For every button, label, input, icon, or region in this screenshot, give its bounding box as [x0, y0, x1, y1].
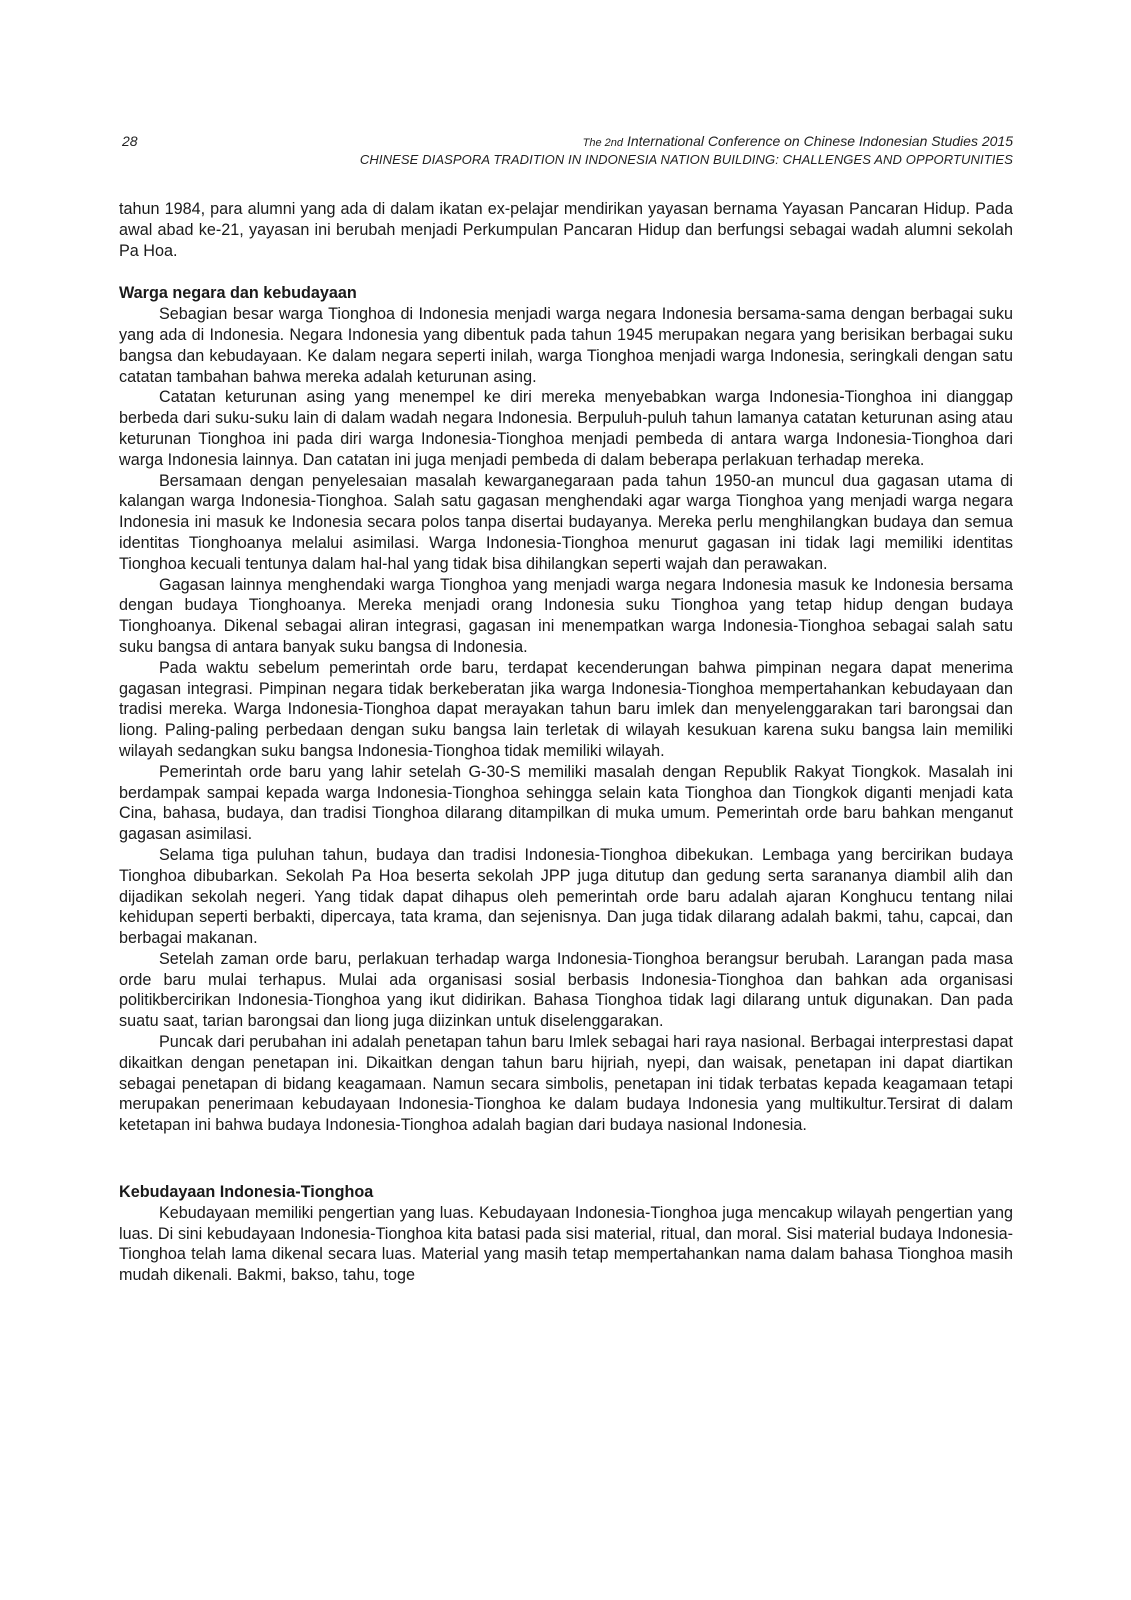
paragraph: Pada waktu sebelum pemerintah orde baru, terdapat kecenderungan bahwa pimpinan negara dapat menerima gagasan integrasi. Pimpinan negara tidak berkeberatan jika warga Indonesia-Tionghoa mempertahankan kebudayaan dan tradisi mereka. Warga Indonesia-Tionghoa dapat merayakan tahun baru imlek dan menyelenggarakan tari barongsai dan liong. Paling-paling perbedaan dengan suku bangsa lain terletak di wilayah kesukuan karena suku bangsa lain memiliki wilayah sedangkan suku bangsa Indonesia-Tionghoa tidak memiliki wilayah. — [119, 658, 1013, 760]
paragraph: Bersamaan dengan penyelesaian masalah kewarganegaraan pada tahun 1950-an muncul dua gagasan utama di kalangan warga Indonesia-Tionghoa. Salah satu gagasan menghendaki agar warga Tionghoa yang menjadi warga negara Indonesia ini masuk ke Indonesia secara polos tanpa disertai budayanya. Mereka perlu menghilangkan budaya dan semua identitas Tionghoanya melalui asimilasi. Warga Indonesia-Tionghoa menurut gagasan ini tidak lagi memiliki identitas Tionghoa kecuali tentunya dalam hal-hal yang tidak bisa dihilangkan seperti wajah dan perawakan. — [119, 471, 1013, 573]
conference-name: International Conference on Chinese Indonesian Studies 2015 — [626, 133, 1013, 149]
running-header — [119, 133, 1013, 173]
paragraph: Catatan keturunan asing yang menempel ke diri mereka menyebabkan warga Indonesia-Tionghoa ini dianggap berbeda dari suku-suku lain di dalam wadah negara Indonesia. Berpuluh-puluh tahun lamanya catatan keturunan asing atau keturunan Tionghoa ini pada diri warga Indonesia-Tionghoa menjadi pembeda di antara warga Indonesia-Tionghoa dari warga Indonesia lainnya. Dan catatan ini juga menjadi pembeda di dalam beberapa perlakuan terhadap mereka. — [119, 388, 1013, 469]
paragraph: Pemerintah orde baru yang lahir setelah G-30-S memiliki masalah dengan Republik Rakyat Tiongkok. Masalah ini berdampak sampai kepada warga Indonesia-Tionghoa sehingga selain kata Tionghoa dan Tiongkok diganti menjadi kata Cina, bahasa, budaya, dan tradisi Tionghoa dilarang ditampilkan di muka umum. Pemerintah orde baru bahkan menganut gagasan asimilasi. — [119, 762, 1013, 844]
section-heading-kebudayaan: Kebudayaan Indonesia-Tionghoa — [119, 1183, 374, 1202]
body-text — [119, 199, 1013, 1286]
conference-edition: The 2nd — [582, 137, 624, 149]
paragraph: Sebagian besar warga Tionghoa di Indonesia menjadi warga negara Indonesia bersama-sama dengan berbagai suku yang ada di Indonesia. Negara Indonesia yang dibentuk pada tahun 1945 merupakan negara yang berisikan berbagai suku bangsa dan kebudayaan. Ke dalam negara seperti inilah, warga Tionghoa menjadi warga Indonesia, seringkali dengan satu catatan tambahan bahwa mereka adalah keturunan asing. — [119, 305, 1013, 386]
paragraph: Setelah zaman orde baru, perlakuan terhadap warga Indonesia-Tionghoa berangsur berubah. Larangan pada masa orde baru mulai terhapus. Mulai ada organisasi sosial berbasis Indonesia-Tionghoa dan bahkan ada organisasi politikbercirikan Indonesia-Tionghoa yang ikut didirikan. Bahasa Tionghoa tidak lagi dilarang untuk digunakan. Dan pada suatu saat, tarian barongsai dan liong juga diizinkan untuk diselenggarakan. — [119, 949, 1013, 1031]
paragraph: Kebudayaan memiliki pengertian yang luas. Kebudayaan Indonesia-Tionghoa juga mencakup wilayah pengertian yang luas. Di sini kebudayaan Indonesia-Tionghoa kita batasi pada sisi material, ritual, dan moral. Sisi material budaya Indonesia-Tionghoa telah lama dikenal secara luas. Material yang masih tetap mempertahankan nama dalam bahasa Tionghoa masih mudah dikenali. Bakmi, bakso, tahu, toge — [119, 1203, 1013, 1285]
section-heading-warga-negara: Warga negara dan kebudayaan — [119, 284, 357, 303]
conference-title — [583, 133, 1013, 149]
paragraph: Selama tiga puluhan tahun, budaya dan tradisi Indonesia-Tionghoa dibekukan. Lembaga yang bercirikan budaya Tionghoa dibubarkan. Sekolah Pa Hoa beserta sekolah JPP juga ditutup dan gedung serta sarananya diambil alih dan dijadikan sekolah negeri. Yang tidak dapat dihapus oleh pemerintah orde baru adalah ajaran Konghucu tentang nilai kehidupan seperti berbakti, dipercaya, tata krama, dan sejenisnya. Dan juga tidak dilarang adalah bakmi, tahu, capcai, dan berbagai makanan. — [119, 845, 1013, 948]
intro-paragraph: tahun 1984, para alumni yang ada di dalam ikatan ex-pelajar mendirikan yayasan bernama Yayasan Pancaran Hidup. Pada awal abad ke-21, yayasan ini berubah menjadi Perkumpulan Pancaran Hidup dan berfungsi sebagai wadah alumni sekolah Pa Hoa. — [119, 200, 1013, 260]
page-number: 28 — [122, 133, 138, 149]
paragraph: Gagasan lainnya menghendaki warga Tionghoa yang menjadi warga negara Indonesia masuk ke Indonesia bersama dengan budaya Tionghoanya. Mereka menjadi orang Indonesia suku Tionghoa yang tetap hidup dengan budaya Tionghoanya. Dikenal sebagai aliran integrasi, gagasan ini menempatkan warga Indonesia-Tionghoa sebagai salah satu suku bangsa di antara banyak suku bangsa di Indonesia. — [119, 575, 1013, 656]
paragraph: Puncak dari perubahan ini adalah penetapan tahun baru Imlek sebagai hari raya nasional. Berbagai interprestasi dapat dikaitkan dengan penetapan ini. Dikaitkan dengan tahun baru hijriah, nyepi, dan waisak, penetapan ini dapat diartikan sebagai penetapan di bidang keagamaan. Namun secara simbolis, penetapan ini tidak terbatas kepada keagamaan tetapi merupakan penerimaan kebudayaan Indonesia-Tionghoa ke dalam budaya Indonesia yang multikultur.Tersirat di dalam ketetapan ini bahwa budaya Indonesia-Tionghoa adalah bagian dari budaya nasional Indonesia. — [119, 1033, 1013, 1135]
conference-subtitle: CHINESE DIASPORA TRADITION IN INDONESIA NATION BUILDING: CHALLENGES AND OPPORTUNITIES — [359, 152, 1013, 167]
